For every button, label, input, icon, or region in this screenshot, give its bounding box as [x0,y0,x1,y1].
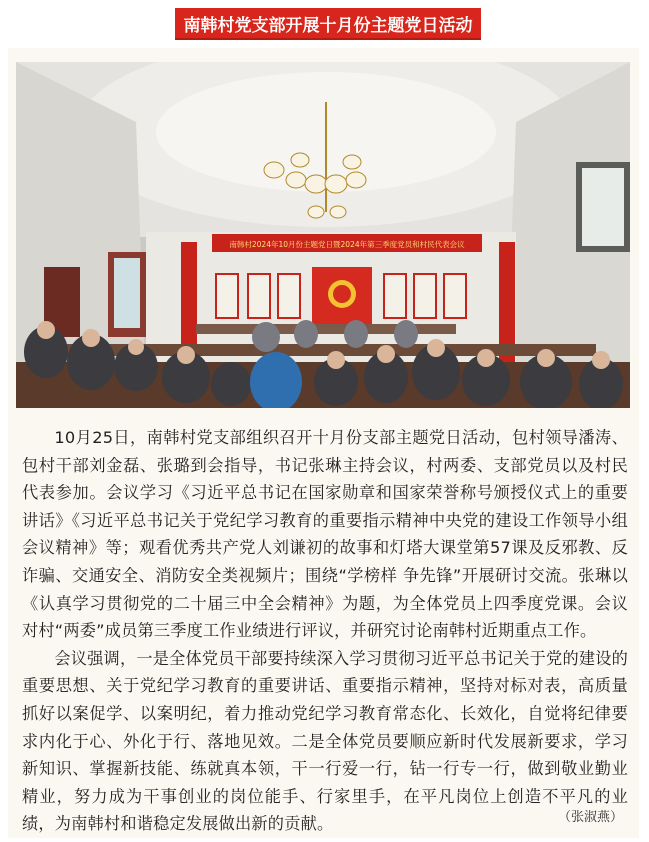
paragraph-1: 10月25日，南韩村党支部组织召开十月份支部主题党日活动，包村领导潘涛、包村干部刘金磊、张璐到会指导，书记张琳主持会议，村两委、支部党员以及村民代表参加。会议学习《习近平总书记在国家勋章和国家荣誉称号颁授仪式上的重要讲话》《习近平总书记关于党纪学习教育的重要指示精神中央党的建设工作领导小组会议精神》等；观看优秀共产党人刘谦初的故事和灯塔大课堂第57课及反邪教、反诈骗、交通安全、消防安全类视频片；围绕“学榜样 争先锋”开展研讨交流。张琳以《认真学习贯彻党的二十届三中全会精神》为题，为全体党员上四季度党课。会议对村“两委”成员第三季度工作业绩进行评议，并研究讨论南韩村近期重点工作。 [22,428,628,641]
paragraph-2: 会议强调，一是全体党员干部要持续深入学习贯彻习近平总书记关于党的建设的重要思想、关于党纪学习教育的重要讲话、重要指示精神，坚持对标对表，高质量抓好以案促学、以案明纪，着力推动党纪学习教育常态化、长效化，自觉将纪律要求内化于心、外化于行、落地见效。二是全体党员要顺应新时代发展新要求，学习新知识、掌握新技能、练就真本领，干一行爱一行，钻一行专一行，做到敬业勤业精业，努力成为干事创业的岗位能手、行家里手，在平凡岗位上创造不平凡的业绩，为南韩村和谐稳定发展做出新的贡献。 [22,648,628,834]
article-title: 南韩村党支部开展十月份主题党日活动 [175,8,481,40]
author-credit: （张淑燕） [557,810,623,825]
meeting-photo [16,62,630,408]
article-body [22,424,628,838]
photo-banner-text: 南韩村2024年10月份主题党日暨2024年第三季度党员和村民代表会议 [229,240,465,249]
